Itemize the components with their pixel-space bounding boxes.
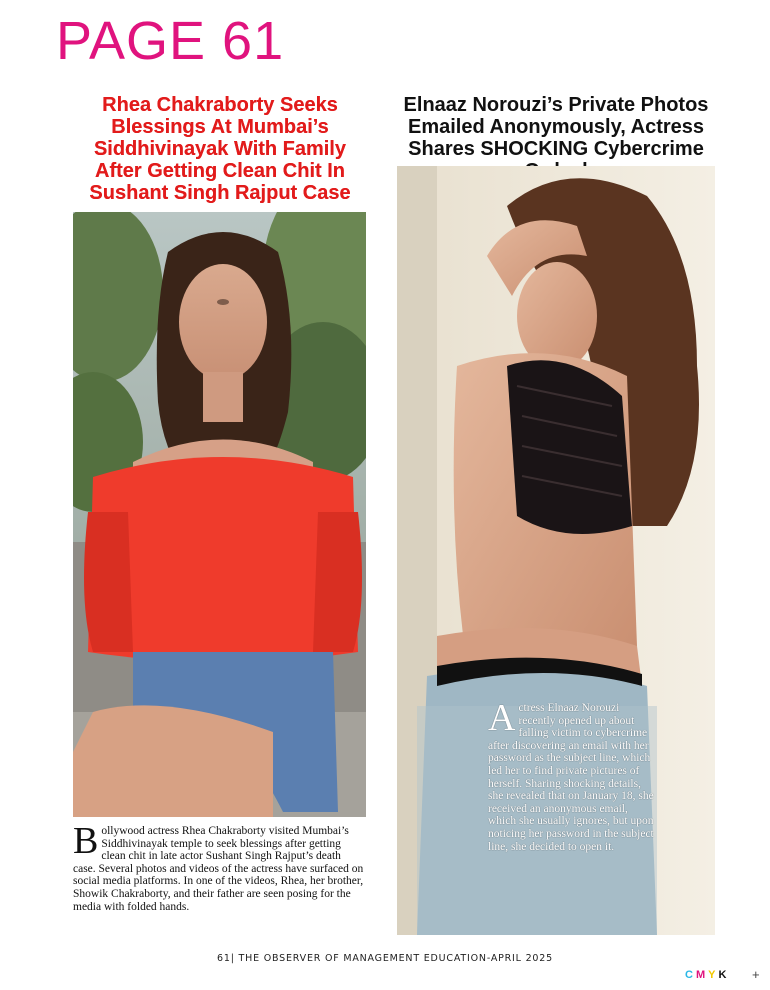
- right-article-text: ctress Elnaaz Norouzi recently opened up about falling victim to cybercrime after discovering an email with her password as the subject line, which led her to find private pictures of herself. Sharing shocking details, she revealed that on January 18, she received an anonymous email, which she usually ignores, but upon noticing her password in the subject line, she decided to open it.: [488, 702, 654, 853]
- cmyk-print-mark: [685, 969, 729, 981]
- registration-crosshair-icon: +: [752, 967, 760, 982]
- page-footer: 61| THE OBSERVER OF MANAGEMENT EDUCATION-APRIL 2025: [217, 953, 553, 964]
- page-heading: PAGE 61: [56, 11, 285, 71]
- right-article-drop-cap: A: [488, 697, 516, 739]
- left-article-headline: Rhea Chakraborty Seeks Blessings At Mumbai’s Siddhivinayak With Family After Getting Clean Chit In Sushant Singh Rajput Case: [89, 94, 351, 204]
- cmyk-c: C: [685, 969, 696, 981]
- cmyk-m: M: [695, 969, 709, 981]
- left-article-body: [73, 820, 366, 913]
- rhea-chakraborty-photo: [73, 212, 366, 817]
- right-article-body: [488, 697, 656, 853]
- right-article-headline: Elnaaz Norouzi’s Private Photos Emailed Anonymously, Actress Shares SHOCKING Cybercrime: [403, 94, 709, 160]
- cmyk-k: K: [718, 969, 730, 981]
- cmyk-y: Y: [708, 969, 719, 981]
- left-article-text: ollywood actress Rhea Chakraborty visited Mumbai’s Siddhivinayak temple to seek blessings after getting clean chit in late actor Sushant Singh Rajput’s death case. Several photos and videos of the actress have surfaced on social media platforms. In one of the videos, Rhea, her brother, Showik Chakraborty, and their father are seen posing for the media with folded hands.: [73, 825, 364, 913]
- left-article-drop-cap: B: [73, 820, 99, 862]
